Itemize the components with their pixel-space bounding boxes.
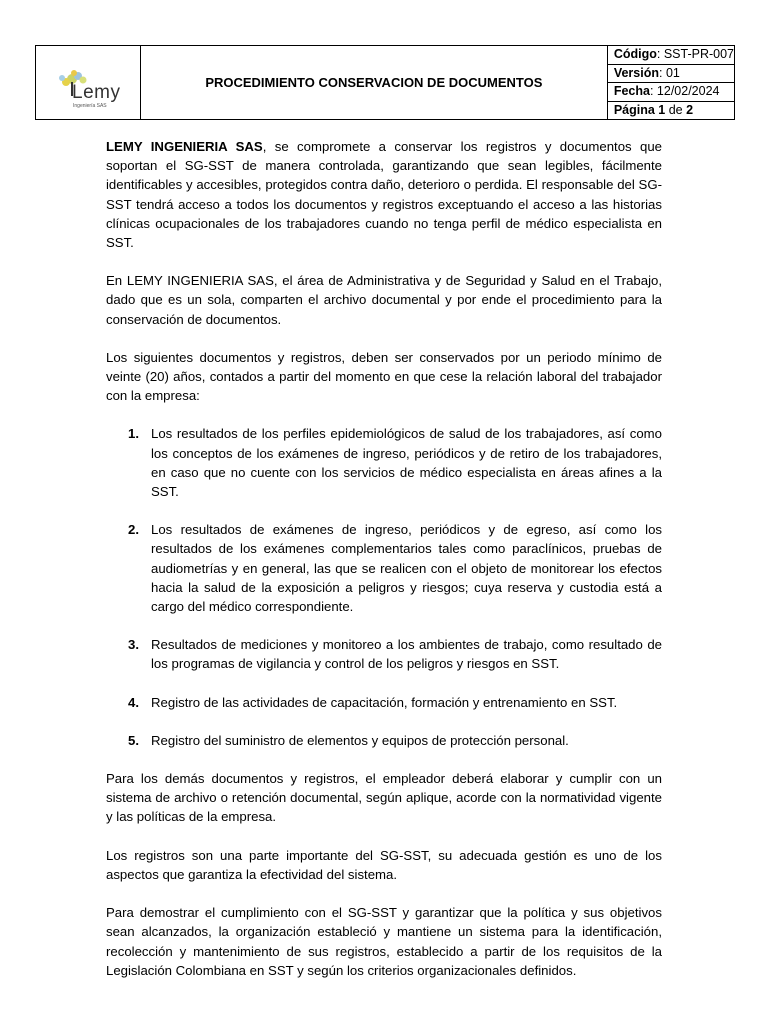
codigo-label: Código <box>613 47 657 61</box>
list-item <box>106 731 662 750</box>
logo <box>36 46 141 119</box>
list-text: Registro del suministro de elementos y equipos de protección personal. <box>151 732 569 748</box>
paragraph-retention: Los siguientes documentos y registros, deben ser conservados por un periodo mínimo de veinte (20) años, contados a partir del momento en que cese la relación laboral del trabajador con la empresa: <box>106 349 662 404</box>
document-body <box>106 137 662 999</box>
paragraph-area: En LEMY INGENIERIA SAS, el área de Administrativa y de Seguridad y Salud en el Trabajo, dado que es un sola, comparten el archivo documental y por ende el procedimiento para la conservación de documentos. <box>106 273 662 327</box>
fecha-value: : 12/02/2024 <box>649 84 720 98</box>
list-item <box>106 520 662 616</box>
documents-list <box>106 424 662 750</box>
pagina-de: de <box>665 102 687 117</box>
list-number: 3. <box>128 637 139 653</box>
codigo-row <box>608 46 734 65</box>
list-item <box>106 635 662 673</box>
list-number: 4. <box>128 694 139 710</box>
fecha-row <box>608 83 734 102</box>
list-text: Los resultados de los perfiles epidemiológicos de salud de los trabajadores, así como los conceptos de los exámenes de ingreso, periódicos y de retiro de los trabajadores, en caso que no cuente con los servicios de médico especialista en áreas afines a la SST. <box>151 426 662 500</box>
paragraph-records-importance: Los registros son una parte importante del SG-SST, su adecuada gestión es uno de los aspectos que garantiza la efectividad del sistema. <box>106 847 662 882</box>
list-text: Resultados de mediciones y monitoreo a los ambientes de trabajo, como resultado de los programas de vigilancia y control de los peligros y riesgos en SST. <box>151 637 662 672</box>
paragraph-other-documents: Para los demás documentos y registros, el empleador deberá elaborar y cumplir con un sistema de archivo o retención documental, según aplique, acorde con la normatividad vigente y las políticas de la empresa. <box>106 771 662 825</box>
codigo-value: : SST-PR-007 <box>656 47 734 61</box>
paragraph-commitment-text: , se compromete a conservar los registros y documentos que soportan el SG-SST de manera controlada, garantizando que sean legibles, fácilmente identificables y accesibles, protegidos contra daño, deterioro o perdida. El responsable del SG-SST tendrá acceso a todos los documentos y registros exceptuando el acceso a las historias clínicas ocupacionales de los trabajadores cuando no tenga perfil de médico especialista en SST. <box>106 139 662 251</box>
paragraph-commitment <box>106 137 662 252</box>
pagina-label: Página 1 <box>613 102 666 117</box>
paragraph-compliance: Para demostrar el cumplimiento con el SG-SST y garantizar que la política y sus objetivos sean alcanzados, la organización estableció y mantiene un sistema para la identificación, recolección y mantenimiento de sus registros, establecido a partir de los requisitos de la Legislación Colombiana en SST y según los criterios organizacionales definidos. <box>106 905 662 978</box>
list-number: 5. <box>128 732 139 748</box>
document-title: PROCEDIMIENTO CONSERVACION DE DOCUMENTOS <box>141 46 608 119</box>
pagina-total: 2 <box>686 102 694 117</box>
pagina-row <box>608 102 734 120</box>
version-label: Versión <box>613 65 659 80</box>
document-header <box>35 45 735 120</box>
list-item <box>106 424 662 501</box>
company-name: LEMY INGENIERIA SAS <box>106 139 263 154</box>
document-meta <box>608 46 734 119</box>
list-item <box>106 693 662 712</box>
version-value: : 01 <box>659 65 680 80</box>
logo-subtext: Ingeniería SAS <box>73 103 107 109</box>
list-number: 2. <box>128 522 139 538</box>
list-number: 1. <box>128 426 139 442</box>
list-text: Registro de las actividades de capacitación, formación y entrenamiento en SST. <box>151 694 618 710</box>
list-text: Los resultados de exámenes de ingreso, periódicos y de egreso, así como los resultados de los exámenes complementarios tales como paraclínicos, pruebas de audiometrías y en general, las que se realicen con el objeto de monitorear los efectos hacia la salud de la exposición a peligros y riesgos; cuya reserva y custodia está a cargo del médico correspondiente. <box>151 522 662 615</box>
logo-text: Lemy <box>72 82 121 103</box>
version-row <box>608 65 734 84</box>
fecha-label: Fecha <box>613 84 650 98</box>
